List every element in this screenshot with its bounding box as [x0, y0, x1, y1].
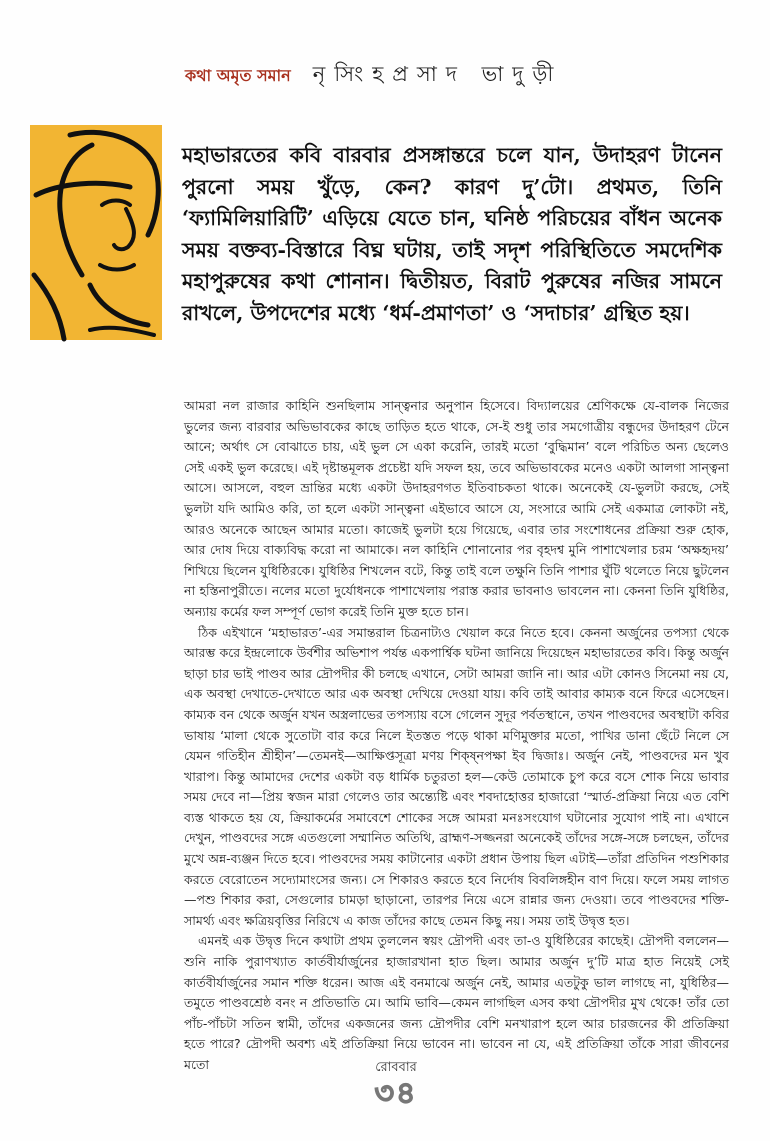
- page-footer: [346, 1058, 446, 1109]
- magazine-name: রোববার: [375, 1060, 417, 1075]
- series-title: কথা অমৃত সমান: [185, 66, 291, 85]
- page-header: [185, 58, 705, 98]
- face-line-drawing-icon: [30, 125, 162, 340]
- body-paragraph: ঠিক এইখানে ‘মহাভারত’-এর সমান্তরাল চিত্রনাট্যও খেয়াল করে নিতে হবে। কেননা অর্জুনের তপস্যা থেকে আরম্ভ করে ইন্দ্রলোকে উর্বশীর অভিশাপ পর্যন্ত একপার্শ্বিক ঘটনা জানিয়ে দিয়েছেন মহাভারতের কবি। কিন্তু অর্জুন ছাড়া চার ভাই পাণ্ডব আর দ্রৌপদীর কী চলছে এখানে, সেটা আমরা জানি না। আর এটা কোনও সিনেমা নয় যে, এক অবস্থা দেখাতে-দেখাতে আর এক অবস্থা দেখিয়ে দেওয়া যায়। কবি তাই আবার কাম্যক বনে ফিরে এসেছেন। কাম্যক বন থেকে অর্জুন যখন অস্ত্রলাভের তপস্যায় বসে গেলেন সুদূর পর্বতস্থানে, তখন পাণ্ডবদের অবস্থাটা কবির ভাষায় ‘মালা থেকে সুতোটা বার করে নিলে ইতস্তত পড়ে থাকা মণিমুক্তার মতো, পাখির ডানা ছেঁটে নিলে সে যেমন গতিহীন শ্রীহীন’—তেমনই—আক্ষিপ্তসূত্রা মণয় শিক্ষ্নপক্ষা ইব দ্বিজাঃ। অর্জুন নেই, পাণ্ডবদের মন খুব খারাপ। কিন্তু আমাদের দেশের একটা বড় ধার্মিক চতুরতা হল—কেউ তোমাকে চুপ করে বসে শোক নিয়ে ভাবার সময় দেবে না—প্রিয় স্বজন মারা গেলেও তার অন্ত্যেষ্টি এবং শবদাহোত্তর হাজারো ‘স্মার্ত-প্রক্রিয়া নিয়ে এত বেশি ব্যস্ত থাকতে হয় যে, ক্রিয়াকর্মের সমাবেশে শোকের সঙ্গে আমরা মনঃসংযোগ ঘটানোর সুযোগ পাই না। এখানে দেখুন, পাণ্ডবদের সঙ্গে এতগুলো সম্মানিত অতিথি, ব্রাহ্মণ-সজ্জনরা অনেকেই তাঁদের সঙ্গে-সঙ্গে চলছেন, তাঁদের মুখে অন্ন-ব্যঞ্জন দিতে হবে। পাণ্ডবদের সময় কাটানোর একটা প্রধান উপায় ছিল এটাই—তাঁরা প্রতিদিন পশুশিকার করতে বেরোতেন সদ্যোমাংসের জন্য। সে শিকারও করতে হবে নির্দোষ বিবলিঙ্গহীন বাণ দিয়ে। ফলে সময় লাগত—পশু শিকার করা, সেগুলোর চামড়া ছাড়ানো, তারপর নিয়ে এসে রান্নার জন্য দেওয়া। তবে পাণ্ডবদের শক্তি-সামর্থ্য এবং ক্ষত্রিয়বৃত্তির নিরিখে এ কাজ তাঁদের কাছে তেমন কিছু নয়। সময় তাই উদ্বৃত্ত হত।: [184, 624, 729, 928]
- intro-paragraph: মহাভারতের কবি বারবার প্রসঙ্গান্তরে চলে যান, উদাহরণ টানেন পুরনো সময় খুঁড়ে, কেন? কারণ দু’টো। প্রথমত, তিনি ‘ফ্যামিলিয়ারিটি’ এড়িয়ে যেতে চান, ঘনিষ্ঠ পরিচয়ের বাঁধন অনেক সময় বক্তব্য-বিস্তারে বিঘ্ন ঘটায়, তাই সদৃশ পরিস্থিতিতে সমদেশিক মহাপুরুষের কথা শোনান। দ্বিতীয়ত, বিরাট পুরুষের নজির সামনে রাখলে, উপদেশের মধ্যে ‘ধর্ম-প্রমাণতা’ ও ‘সদাচার’ গ্রন্থিত হয়।: [182, 143, 722, 325]
- body-paragraph: এমনই এক উদ্বৃত্ত দিনে কথাটা প্রথম তুললেন স্বয়ং দ্রৌপদী এবং তা-ও যুধিষ্ঠিরের কাছেই। দ্রৌপদী বললেন—শুনি নাকি পুরাণখ্যাত কার্তবীর্যার্জুনের হাজারখানা হাত ছিল। আমার অর্জুন দু’টি মাত্র হাত নিয়েই সেই কার্তবীর্যার্জুনের সমান শক্তি ধরেন। আজ এই বনমাঝে অর্জুন নেই, আমার এতটুকু ভাল লাগছে না, যুধিষ্ঠির—তমুতে পাণ্ডবশ্রেষ্ঠ বনং ন প্রতিভাতি মে। আমি ভাবি—কেমন লাগছিল এসব কথা দ্রৌপদীর মুখ থেকে! তাঁর তো পাঁচ-পাঁচটা সতিন স্বামী, তাঁদের একজনের জন্য দ্রৌপদীর বেশি মনখারাপ হলে আর চারজনের কী প্রতিক্রিয়া হতে পারে? দ্রৌপদী অবশ্য এই প্রতিক্রিয়া নিয়ে ভাবেন না। ভাবেন না যে, এই প্রতিক্রিয়া তাঁকে সারা জীবনের মতো: [184, 933, 729, 1072]
- author-name: নৃসিংহপ্রসাদ ভাদুড়ী: [312, 62, 563, 86]
- body-paragraph: আমরা নল রাজার কাহিনি শুনছিলাম সান্ত্বনার অনুপান হিসেবে। বিদ্যালয়ের শ্রেণিকক্ষে যে-বালক নিজের ভুলের জন্য বারবার অভিভাবকের কাছে তাড়িত হতে থাকে, সে-ই শুধু তার সমগোত্রীয় বন্ধুদের উদাহরণ টেনে আনে; অর্থাৎ সে বোঝাতে চায়, এই ভুল সে একা করেনি, তারই মতো ‘বুদ্ধিমান’ বলে পরিচিত অন্য ছেলেও সেই একই ভুল করেছে। এই দৃষ্টান্তমূলক প্রচেষ্টা যদি সফল হয়, তবে অভিভাবকের মনেও একটা আলগা সান্ত্বনা আসে। আসলে, বহুল ভ্রান্তির মধ্যে একটা উদাহরণগত ইতিবাচকতা থাকে। অনেকেই যে-ভুলটা করছে, সেই ভুলটা যদি আমিও করি, তা হলে একটা সান্ত্বনা এইভাবে আসে যে, সংসারে আমি সেই একমাত্র লোকটা নই, আরও অনেকে আছেন আমার মতো। কাজেই ভুলটা হয়ে গিয়েছে, এবার তার সংশোধনের প্রক্রিয়া শুরু হোক, আর দোষ দিয়ে বাক্যবিদ্ধ করো না আমাকে। নল কাহিনি শোনানোর পর বৃহদশ্ব মুনি পাশাখেলার চরম ‘অক্ষহৃদয়’ শিখিয়ে ছিলেন যুধিষ্ঠিরকে। যুধিষ্ঠির শিখলেন বটে, কিন্তু তাই বলে তক্ষুনি তিনি পাশার ঘুঁটি থলেতে নিয়ে ছুটলেন না হস্তিনাপুরীতে। নলের মতো দুর্যোধনকে পাশাখেলায় পরাস্ত করার ভাবনাও ভাবলেন না। কেননা তিনি যুধিষ্ঠির, অন্যায় কর্মের ফল সম্পূর্ণ ভোগ করেই তিনি মুক্ত হতে চান।: [184, 398, 729, 619]
- page-number: ৩৪: [374, 1076, 418, 1111]
- illustration-svg: [30, 125, 162, 340]
- art-yellow-block: [30, 125, 162, 340]
